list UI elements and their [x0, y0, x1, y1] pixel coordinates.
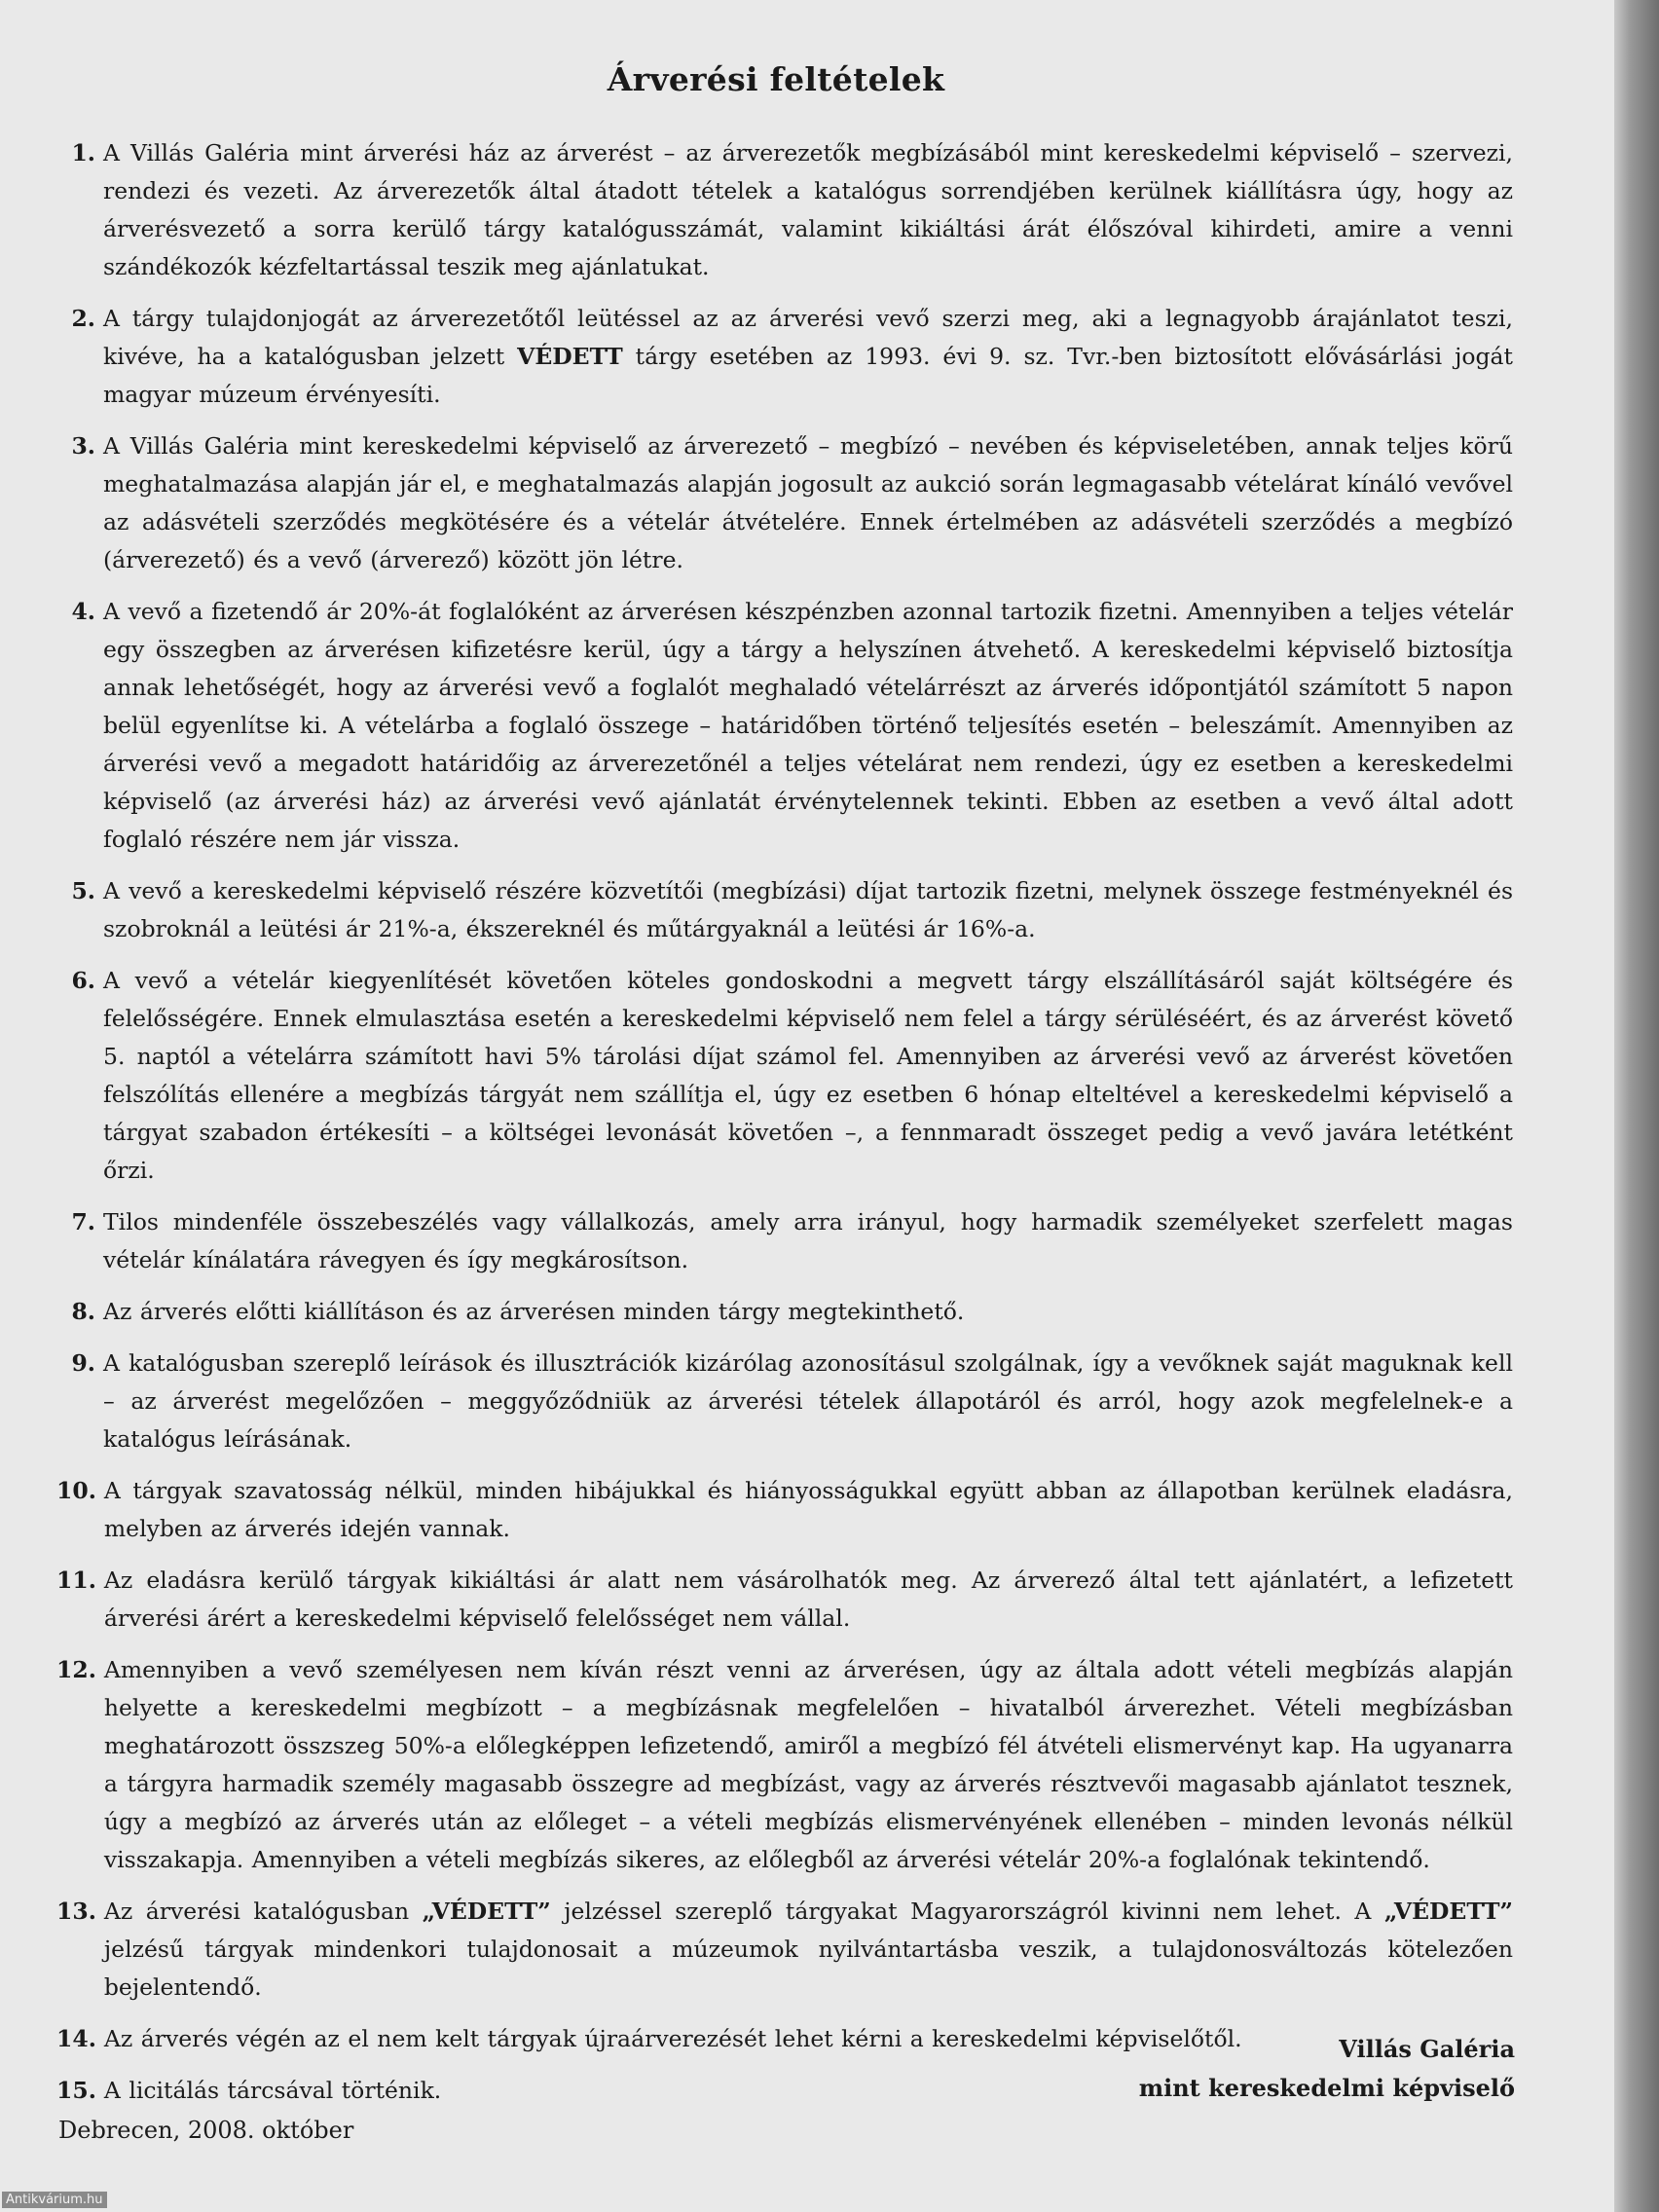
- signature-role: mint kereskedelmi képviselő: [1138, 2074, 1515, 2102]
- list-item: [56, 1651, 1513, 1879]
- list-item: [56, 962, 1513, 1190]
- page-title: Árverési feltételek: [607, 60, 945, 98]
- term-text: [104, 1893, 1513, 2007]
- place-date: Debrecen, 2008. október: [58, 2117, 354, 2144]
- signature-org: Villás Galéria: [1339, 2035, 1515, 2063]
- term-text: A Villás Galéria mint árverési ház az árverést – az árverezetők megbízásából mint kereskedelmi képviselő – szervezi, rendezi és vezeti. Az árverezetők által átadott tételek a katalógus sorrendjében kerülnek kiállításra úgy, hogy az árverésvezető a sorra kerülő tárgy katalógusszámát, valamint kikiáltási árát élőszóval kihirdeti, amire a venni szándékozók kézfeltartással teszik meg ajánlatukat.: [103, 139, 1513, 280]
- term-text: A vevő a fizetendő ár 20%-át foglalóként az árverésen készpénzben azonnal tartozik fizetni. Amennyiben a teljes vételár egy összegben az árverésen kifizetésre kerül, úgy a tárgy a helyszínen átvehető. A kereskedelmi képviselő biztosítja annak lehetőségét, hogy az árverési vevő a foglalót meghaladó vételárrészt az árverés időpontjától számított 5 napon belül egyenlítse ki. A vételárba a foglaló összege – határidőben történő teljesítés esetén – beleszámít. Amennyiben az árverési vevő a megadott határidőig az árverezetőnél a teljes vételárat nem rendezi, úgy ez esetben a kereskedelmi képviselő (az árverési ház) az árverési vevő ajánlatát érvénytelennek tekinti. Ebben az esetben a vevő által adott foglaló részére nem jár vissza.: [103, 598, 1513, 853]
- list-item: [56, 593, 1513, 859]
- list-item: [56, 134, 1513, 286]
- list-item: [56, 1345, 1513, 1458]
- term-number: 13.: [56, 1898, 96, 1925]
- term-number: 1.: [71, 139, 95, 166]
- term-number: 11.: [56, 1567, 96, 1594]
- term-number: 3.: [71, 432, 95, 460]
- page-edge-shadow: [1614, 0, 1659, 2212]
- list-item: [56, 1893, 1513, 2007]
- list-item: [56, 872, 1513, 948]
- term-number: 4.: [71, 598, 95, 625]
- terms-list: [56, 134, 1513, 2123]
- term-number: 8.: [71, 1298, 95, 1325]
- term-text: A vevő a kereskedelmi képviselő részére közvetítői (megbízási) díjat tartozik fizetni, melynek összege festményeknél és szobroknál a leütési ár 21%-a, ékszereknél és műtárgyaknál a leütési ár 16%-a.: [103, 877, 1513, 942]
- list-item: [56, 427, 1513, 579]
- term-number: 14.: [56, 2025, 96, 2052]
- list-item: [56, 300, 1513, 414]
- term-text-part: jelzésű tárgyak mindenkori tulajdonosait a múzeumok nyilvántartásba veszik, a tulajdonosváltozás kötelezően bejelentendő.: [103, 1936, 1513, 2001]
- protected-label: VÉDETT: [517, 343, 623, 370]
- term-text: A Villás Galéria mint kereskedelmi képviselő az árverezető – megbízó – nevében és képviseletében, annak teljes körű meghatalmazása alapján jár el, e meghatalmazás alapján jogosult az aukció során legmagasabb vételárat kínáló vevővel az adásvételi szerződés megkötésére és a vételár átvételére. Ennek értelmében az adásvételi szerződés a megbízó (árverezető) és a vevő (árverező) között jön létre.: [103, 432, 1513, 573]
- term-text: A tárgyak szavatosság nélkül, minden hibájukkal és hiányosságukkal együtt abban az állapotban kerülnek eladásra, melyben az árverés idején vannak.: [103, 1477, 1513, 1542]
- protected-label: „VÉDETT”: [422, 1898, 551, 1925]
- term-number: 9.: [71, 1349, 95, 1377]
- term-number: 2.: [71, 305, 95, 332]
- term-number: 5.: [71, 877, 95, 904]
- term-text: Az árverés végén az el nem kelt tárgyak újraárverezését lehet kérni a kereskedelmi képviselőtől.: [103, 2025, 1242, 2052]
- term-text: Az eladásra kerülő tárgyak kikiáltási ár alatt nem vásárolhatók meg. Az árverező által tett ajánlatért, a lefizetett árverési árért a kereskedelmi képviselő felelősséget nem vállal.: [103, 1567, 1513, 1632]
- signature-block: [1139, 2030, 1515, 2108]
- term-text: A vevő a vételár kiegyenlítését követően köteles gondoskodni a megvett tárgy elszállításáról saját költségére és felelősségére. Ennek elmulasztása esetén a kereskedelmi képviselő nem felel a tárgy sérüléséért, és az árverést követő 5. naptól a vételárra számított havi 5% tárolási díjat számol fel. Amennyiben az árverési vevő az árverést követően felszólítás ellenére a megbízás tárgyát nem szállítja el, úgy ez esetben 6 hónap elteltével a kereskedelmi képviselő a tárgyat szabadon értékesíti – a költségei levonását követően –, a fennmaradt összeget pedig a vevő javára letétként őrzi.: [103, 967, 1513, 1184]
- term-number: 15.: [56, 2077, 96, 2104]
- term-number: 6.: [71, 967, 95, 994]
- term-text-part: jelzéssel szereplő tárgyakat Magyarországról kivinni nem lehet. A: [550, 1898, 1384, 1925]
- term-text: Amennyiben a vevő személyesen nem kíván részt venni az árverésen, úgy az általa adott vételi megbízás alapján helyette a kereskedelmi megbízott – a megbízásnak megfelelően – hivatalból árverezhet. Vételi megbízásban meghatározott összszeg 50%-a előlegképpen lefizetendő, amiről a megbízó fél átvételi elismervényt kap. Ha ugyanarra a tárgyra harmadik személy magasabb összegre ad megbízást, vagy az árverés résztvevői magasabb ajánlatot tesznek, úgy a megbízó az árverés után az előleget – a vételi megbízás elismervényének ellenében – minden levonás nélkül visszakapja. Amennyiben a vételi megbízás sikeres, az előlegből az árverési vételár 20%-a foglalónak tekintendő.: [103, 1656, 1513, 1873]
- term-text: [103, 300, 1513, 414]
- term-text-part: Az árverési katalógusban: [103, 1898, 423, 1925]
- list-item: [56, 1203, 1513, 1279]
- term-text-part: A tárgy tulajdonjogát az árverezetőtől leütéssel az az árverési vevő szerzi meg, aki a legnagyobb árajánlatot teszi, kivéve, ha a katalógusban jelzett: [103, 305, 1513, 370]
- term-text: A katalógusban szereplő leírások és illusztrációk kizárólag azonosításul szolgálnak, így a vevőknek saját maguknak kell – az árverést megelőzően – meggyőződniük az árverési tételek állapotáról és arról, hogy azok megfelelnek-e a katalógus leírásának.: [103, 1349, 1513, 1453]
- protected-label: „VÉDETT”: [1383, 1898, 1513, 1925]
- term-text: Tilos mindenféle összebeszélés vagy vállalkozás, amely arra irányul, hogy harmadik személyeket szerfelett magas vételár kínálatára rávegyen és így megkárosítson.: [103, 1208, 1513, 1273]
- term-number: 12.: [56, 1656, 96, 1683]
- term-text: A licitálás tárcsával történik.: [103, 2077, 442, 2104]
- list-item: [56, 1472, 1513, 1548]
- watermark: Antikvárium.hu: [2, 2192, 107, 2208]
- term-number: 7.: [71, 1208, 95, 1235]
- term-text-part: tárgy esetében az 1993. évi 9. sz. Tvr.-ben biztosított elővásárlási jogát magyar múzeum érvényesíti.: [103, 343, 1514, 408]
- term-text: Az árverés előtti kiállításon és az árverésen minden tárgy megtekinthető.: [103, 1298, 965, 1325]
- term-number: 10.: [56, 1477, 96, 1504]
- list-item: [56, 1562, 1513, 1638]
- list-item: [56, 1293, 1513, 1331]
